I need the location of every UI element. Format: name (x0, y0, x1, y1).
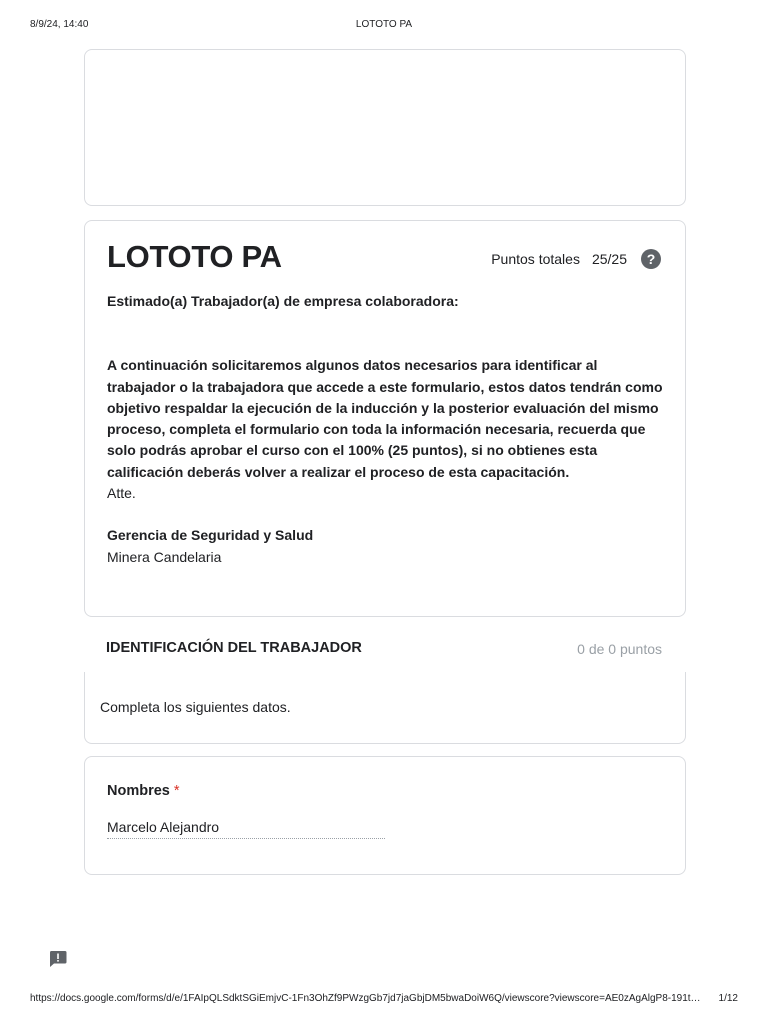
section-title: IDENTIFICACIÓN DEL TRABAJADOR (106, 640, 362, 656)
form-description (107, 291, 667, 568)
section-description: Completa los siguientes datos. (100, 699, 291, 715)
page-url: https://docs.google.com/forms/d/e/1FAIpQLSdktSGiEmjvC-1Fn3OhZf9PWzgGb7jd7jaGbjDM5bwaDoiW6Q/viewscore?viewscore=AE0zAgAlgP8-191t… (30, 993, 701, 1004)
description-closing: Atte. (107, 485, 136, 502)
section-description-card (84, 672, 686, 744)
print-header (0, 19, 768, 33)
total-score (491, 249, 661, 269)
score-label: Puntos totales (491, 251, 580, 267)
question-card-nombres (84, 756, 686, 875)
print-datetime: 8/9/24, 14:40 (30, 19, 89, 30)
help-circle-icon[interactable]: ? (641, 249, 661, 269)
form-title: LOTOTO PA (107, 239, 282, 274)
print-footer (0, 993, 768, 1007)
score-value: 25/25 (591, 251, 627, 267)
question-label-text: Nombres (107, 783, 170, 799)
blank-header-card (84, 49, 686, 206)
description-body: A continuación solicitaremos algunos datos necesarios para identificar al trabajador o la trabajadora que accede a este formulario, estos datos tendrán como objetivo respaldar la ejecución de la inducción y la posterior evaluación del mismo proceso, completa el formulario con toda la información necesaria, recuerda que solo podrás aprobar el curso con el 100% (25 puntos), si no obtienes esta calificación deberás volver a realizar el proceso de esta capacitación. (107, 357, 663, 480)
required-marker: * (173, 783, 180, 799)
report-feedback-icon[interactable] (48, 949, 68, 969)
answer-field: Marcelo Alejandro (107, 819, 385, 839)
signature-organization: Minera Candelaria (107, 548, 222, 565)
form-header-card (84, 220, 686, 617)
description-greeting: Estimado(a) Trabajador(a) de empresa colaboradora: (107, 293, 459, 309)
signature-department: Gerencia de Seguridad y Salud (107, 527, 314, 544)
print-page-title: LOTOTO PA (355, 19, 413, 30)
page-number: 1/12 (718, 993, 738, 1004)
question-label (107, 783, 180, 799)
section-points: 0 de 0 puntos (577, 641, 662, 657)
